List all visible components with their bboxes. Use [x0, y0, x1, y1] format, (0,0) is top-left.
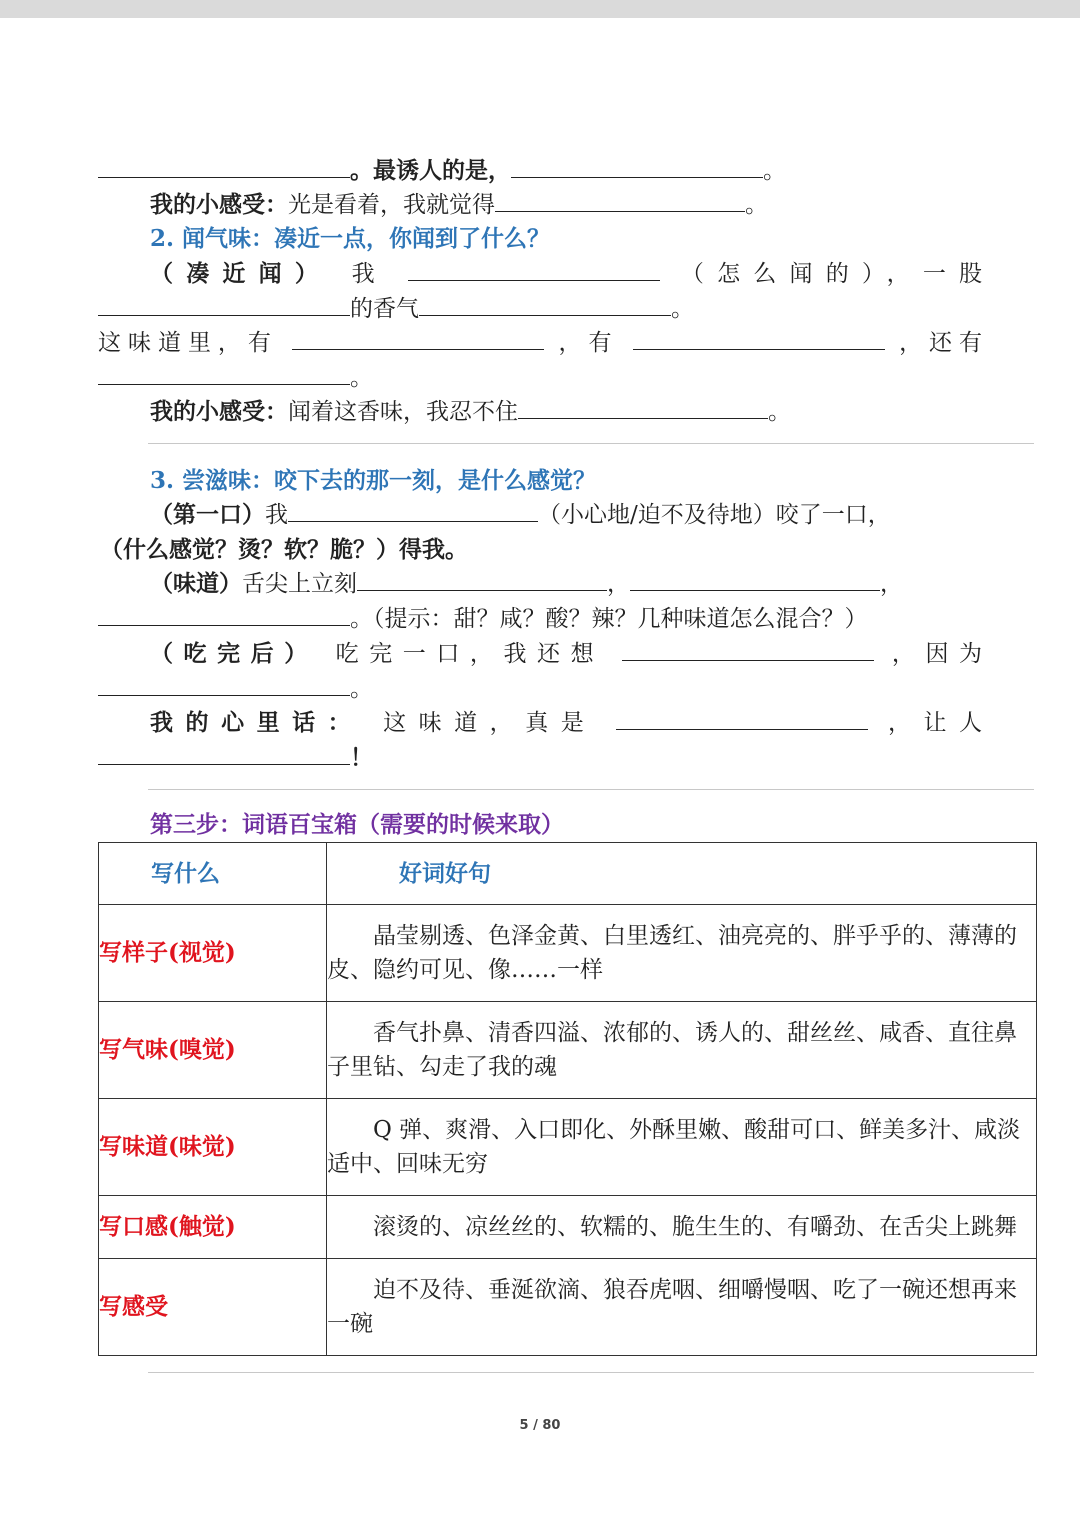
s2-line1: [150, 257, 982, 291]
blank[interactable]: [408, 258, 660, 281]
blank[interactable]: [511, 155, 763, 178]
feel-end: 。: [768, 399, 791, 425]
top-scroll-bar: [0, 0, 1080, 18]
blank[interactable]: [98, 362, 350, 385]
blank[interactable]: [495, 189, 745, 212]
s3-heart-end-text: ！: [350, 744, 373, 771]
table-row: [99, 1002, 1037, 1099]
words-text: Q 弹、爽滑、入口即化、外酥里嫩、酸甜可口、鲜美多汁、咸淡适中、回味无穷: [327, 1117, 1021, 1177]
s3-after-label: （吃完后）: [150, 640, 318, 667]
s2-line3-b: ，有: [558, 330, 619, 356]
divider: [148, 789, 1034, 790]
s2-feel: [150, 395, 982, 429]
table-row: [99, 1099, 1037, 1196]
s3-taste-hint: [98, 602, 982, 636]
category-cell: [99, 1196, 327, 1259]
s1-line1-end: 。: [763, 158, 786, 184]
table-header-row: [99, 843, 1037, 905]
header-cell: [99, 843, 327, 905]
category-label: 写感受: [99, 1293, 168, 1320]
blank[interactable]: [633, 327, 885, 350]
category-cell: [99, 1259, 327, 1356]
blank[interactable]: [98, 673, 350, 696]
s3-first-note: （什么感觉？烫？软？脆？）得我。: [100, 536, 468, 563]
feel-text: 光是看着，我就觉得: [288, 192, 495, 218]
s2-line2-end: 。: [671, 296, 694, 322]
s1-line1-mid: 。最诱人的是，: [350, 157, 511, 184]
s3-taste-a: 舌尖上立刻: [242, 571, 357, 597]
category-label: 写样子(视觉): [99, 939, 236, 966]
s2-line1-b: （怎么闻的），一股: [680, 261, 983, 287]
s2-line2-a: 的香气: [350, 296, 419, 322]
divider: [148, 443, 1034, 444]
blank[interactable]: [98, 603, 350, 626]
s2-line4: [98, 361, 982, 395]
s2-line1-a: 我: [351, 261, 388, 287]
s3-after-a: 吃完一口，我还想: [335, 641, 605, 667]
blank[interactable]: [288, 499, 538, 522]
words-text: 晶莹剔透、色泽金黄、白里透红、油亮亮的、胖乎乎的、薄薄的皮、隐约可见、像……一样: [327, 923, 1017, 983]
blank[interactable]: [630, 568, 880, 591]
s1-feel: [150, 188, 982, 222]
s3-heart-a: 这味道，真是: [383, 710, 597, 736]
feel-text: 闻着这香味，我忍不住: [288, 399, 518, 425]
table-row: [99, 905, 1037, 1002]
s3-taste: [150, 567, 982, 601]
step3-title: 第三步：词语百宝箱（需要的时候来取）: [150, 811, 564, 838]
category-label: 写口感(触觉): [99, 1213, 236, 1240]
blank[interactable]: [98, 742, 350, 765]
category-cell: [99, 905, 327, 1002]
category-cell: [99, 1099, 327, 1196]
s2-line2: [98, 292, 982, 326]
s2-line3-a: 这味道里，有: [98, 330, 278, 356]
s3-heart-label: 我的心里话：: [150, 709, 364, 736]
words-cell: [327, 1259, 1037, 1356]
category-label: 写味道(味觉): [99, 1133, 236, 1160]
s3-taste-b: ，: [607, 571, 630, 597]
words-cell: [327, 1099, 1037, 1196]
blank[interactable]: [98, 155, 350, 178]
blank[interactable]: [98, 293, 350, 316]
s2-line3-c: ，还有: [899, 330, 983, 356]
s3-taste-label: （味道）: [150, 570, 242, 597]
feel-end: 。: [745, 192, 768, 218]
s3-first: [150, 498, 982, 532]
page-number: 5 / 80: [519, 1418, 561, 1433]
blank[interactable]: [357, 568, 607, 591]
vocab-table: [98, 842, 1037, 1356]
s3-after-end-text: 。: [350, 676, 373, 702]
s2-heading: 2. 闻气味：凑近一点，你闻到了什么？: [150, 225, 551, 252]
divider: [148, 1372, 1034, 1373]
s3-heart: [150, 706, 982, 740]
words-cell: [327, 905, 1037, 1002]
feel-label: 我的小感受：: [150, 398, 288, 425]
words-text: 滚烫的、凉丝丝的、软糯的、脆生生的、有嚼劲、在舌尖上跳舞: [373, 1214, 1017, 1240]
s3-first-a: 我: [265, 502, 288, 528]
words-text: 迫不及待、垂涎欲滴、狼吞虎咽、细嚼慢咽、吃了一碗还想再来一碗: [327, 1277, 1017, 1337]
blank[interactable]: [292, 327, 544, 350]
table-row: [99, 1196, 1037, 1259]
blank[interactable]: [616, 707, 868, 730]
blank[interactable]: [419, 293, 671, 316]
s2-line3: [98, 326, 982, 360]
s1-line1: [98, 154, 982, 188]
s3-after-b: ，因为: [891, 641, 983, 667]
feel-label: 我的小感受：: [150, 191, 288, 218]
s3-first-b: （小心地/迫不及待地）咬了一口，: [538, 502, 891, 528]
col-words-header: 好词好句: [399, 859, 491, 887]
s2-line4-end: 。: [350, 365, 373, 391]
words-text: 香气扑鼻、清香四溢、浓郁的、诱人的、甜丝丝、咸香、直往鼻子里钻、勾走了我的魂: [327, 1020, 1017, 1080]
header-cell: [327, 843, 1037, 905]
s3-heart-b: ，让人: [887, 710, 983, 736]
category-label: 写气味(嗅觉): [99, 1036, 236, 1063]
s3-taste-c: ，: [880, 571, 903, 597]
words-cell: [327, 1002, 1037, 1099]
blank[interactable]: [518, 396, 768, 419]
words-cell: [327, 1196, 1037, 1259]
col-what-header: 写什么: [151, 859, 220, 887]
s3-heart-end: [98, 741, 982, 775]
blank[interactable]: [622, 638, 874, 661]
s3-after: [150, 637, 982, 671]
category-cell: [99, 1002, 327, 1099]
table-row: [99, 1259, 1037, 1356]
s3-hint-text: 。（提示：甜？咸？酸？辣？几种味道怎么混合？）: [350, 606, 868, 632]
s3-heading: 3. 尝滋味：咬下去的那一刻，是什么感觉？: [150, 467, 597, 494]
s2-line1-label: （凑近闻）: [150, 260, 332, 287]
s3-first-label: （第一口）: [150, 501, 265, 528]
s3-after-end: [98, 672, 982, 706]
